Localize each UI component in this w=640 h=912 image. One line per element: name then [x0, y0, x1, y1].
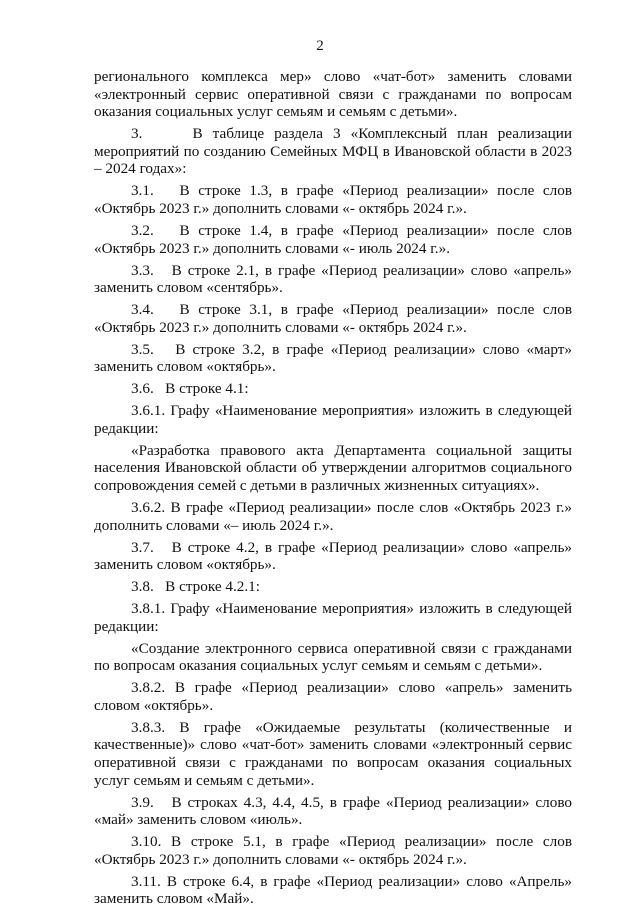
paragraph-continuation: регионального комплекса мер» слово «чат-бот» заменить словами «электронный сервис оперативной связи с гражданами по вопросам оказания социальных услуг семьям и семьям с детьми».: [94, 68, 572, 121]
paragraph-item-3-6-2: 3.6.2. В графе «Период реализации» после слов «Октябрь 2023 г.» дополнить словами «– июль 2024 г.».: [94, 498, 572, 534]
paragraph-item-3-7: 3.7. В строке 4.2, в графе «Период реализации» слово «апрель» заменить словом «октябрь».: [94, 538, 572, 574]
paragraph-item-3: 3. В таблице раздела 3 «Комплексный план реализации мероприятий по созданию Семейных МФЦ в Ивановской области в 2023 – 2024 годах»:: [94, 125, 572, 178]
paragraph-item-3-4: 3.4. В строке 3.1, в графе «Период реализации» после слов «Октябрь 2023 г.» дополнить словами «- октябрь 2024 г.».: [94, 301, 572, 336]
quoted-wording-3-6-1: «Разработка правового акта Департамента социальной защиты населения Ивановской области об утверждении алгоритмов социального сопровождения семей с детьми в различных жизненных ситуациях».: [94, 441, 572, 494]
paragraph-item-3-6-1: 3.6.1. Графу «Наименование мероприятия» изложить в следующей редакции:: [94, 402, 572, 437]
paragraph-item-3-8-2: 3.8.2. В графе «Период реализации» слово «апрель» заменить словом «октябрь».: [94, 679, 572, 714]
paragraph-item-3-10: 3.10. В строке 5.1, в графе «Период реализации» после слов «Октябрь 2023 г.» дополнить словами «- октябрь 2024 г.».: [94, 833, 572, 868]
paragraph-item-3-5: 3.5. В строке 3.2, в графе «Период реализации» слово «март» заменить словом «октябрь».: [94, 340, 572, 376]
document-body: [94, 68, 572, 912]
paragraph-item-3-8-3: 3.8.3. В графе «Ожидаемые результаты (количественные и качественные)» слово «чат-бот» заменить словами «электронный сервис оперативной связи с гражданами по вопросам оказания социальных услуг семьям и семьям с детьми».: [94, 718, 572, 789]
paragraph-item-3-11: 3.11. В строке 6.4, в графе «Период реализации» слово «Апрель» заменить словом «Май».: [94, 872, 572, 908]
paragraph-item-3-8: 3.8. В строке 4.2.1:: [131, 578, 260, 596]
paragraph-item-3-2: 3.2. В строке 1.4, в графе «Период реализации» после слов «Октябрь 2023 г.» дополнить словами «- июль 2024 г.».: [94, 221, 572, 257]
paragraph-item-3-6: 3.6. В строке 4.1:: [131, 380, 249, 398]
paragraph-item-3-3: 3.3. В строке 2.1, в графе «Период реализации» слово «апрель» заменить словом «сентябрь».: [94, 261, 572, 297]
paragraph-item-3-8-1: 3.8.1. Графу «Наименование мероприятия» изложить в следующей редакции:: [94, 600, 572, 635]
quoted-wording-3-8-1: «Создание электронного сервиса оперативной связи с гражданами по вопросам оказания социальных услуг семьям и семьям с детьми».: [94, 639, 572, 675]
paragraph-item-3-1: 3.1. В строке 1.3, в графе «Период реализации» после слов «Октябрь 2023 г.» дополнить словами «- октябрь 2024 г.».: [94, 182, 572, 217]
paragraph-item-3-9: 3.9. В строках 4.3, 4.4, 4.5, в графе «Период реализации» слово «май» заменить словом «июль».: [94, 793, 572, 829]
page-number: 2: [316, 38, 324, 54]
